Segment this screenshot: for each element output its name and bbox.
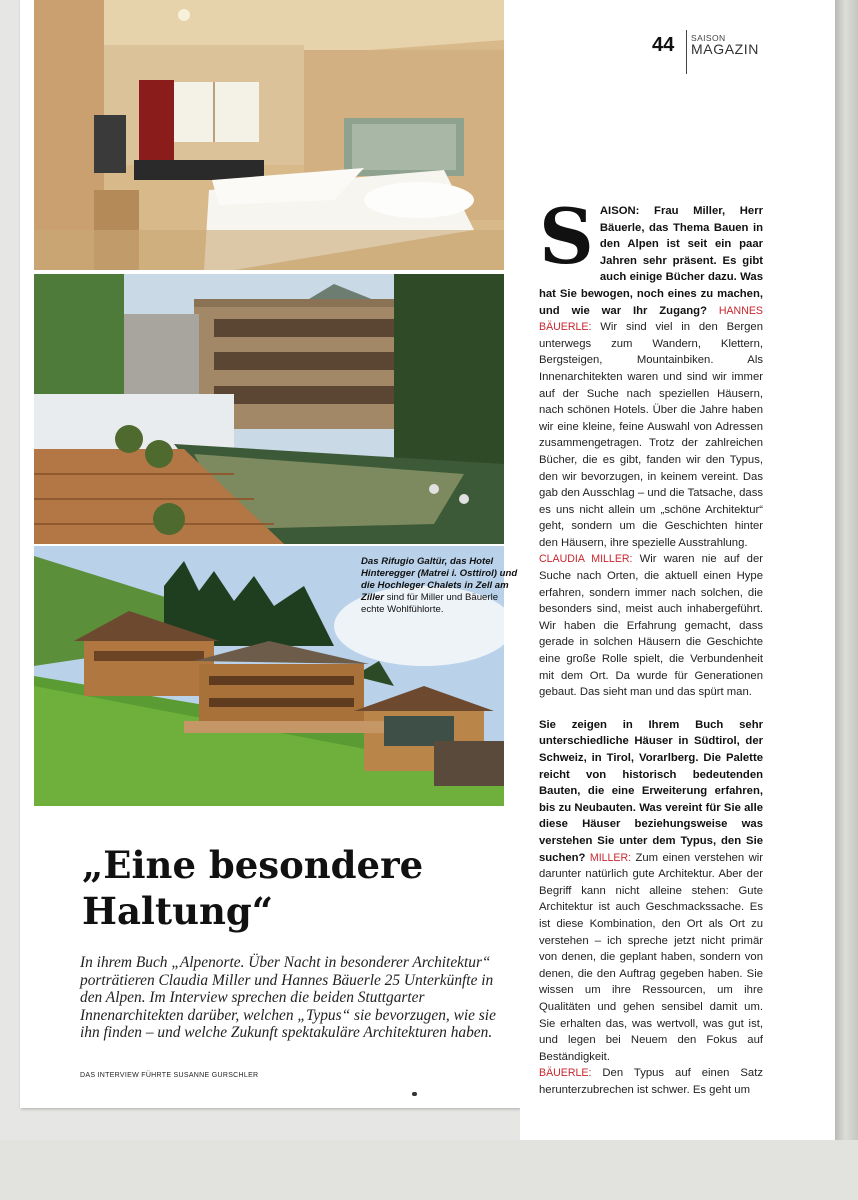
- answer-4: Den Typus auf einen Satz herunterzubrechen ist schwer. Es geht um: [539, 1067, 763, 1096]
- speaker-baeuerle-2: BÄUERLE:: [539, 1067, 592, 1080]
- answer-2: Wir waren nie auf der Suche nach Orten, die aktuell einen Hype erfahren, sondern immer nach solchen, die besonders sind, meist auch inhabergeführt. Wir haben die Erfahrung gemacht, dass gerade in solchen Häusern die Geschichte eine große Rolle spielt, die Verbundenheit mit dem Ort. Da wurde für Generationen gebaut. Das sieht man und das spürt man.: [539, 553, 763, 699]
- drop-cap: S: [539, 192, 594, 281]
- answer-3: Zum einen verstehen wir darunter natürlich gute Architektur. Aber der Begriff kann nicht alleine stehen: Gute Architektur ist auch Geschmackssache. Es ist diese Kombination, den Ort als Ort zu verstehen – ich spreche jetzt nicht primär von denen, die geplant haben, sondern von denen, die den Auftrag gegeben haben. Sie wissen um ihre Ressourcen, um ihre Qualitäten und gehen sensibel damit um. Sie erhalten das, was wertvoll, was gut ist, und legen bei Neuem den Fokus auf Beständigkeit.: [539, 851, 763, 1063]
- question-1: AISON: Frau Miller, Herr Bäuerle, das Thema Bauen in den Alpen ist seit ein paar Jahren sehr präsent. Es gibt auch einige Bücher dazu. Was hat Sie bewogen, noch eines zu machen, und wie war Ihr Zugang?: [539, 205, 763, 317]
- interview-paragraph-2: [539, 717, 763, 1099]
- photo-hotel-pool: [34, 274, 504, 544]
- photo-hotel-room: [34, 0, 504, 270]
- page-spine: [835, 0, 858, 1140]
- headline-line-2: Haltung“: [82, 889, 274, 933]
- page-number: 44: [652, 34, 675, 56]
- photo-caption: [361, 556, 521, 616]
- article-byline: DAS INTERVIEW FÜHRTE SUSANNE GURSCHLER: [80, 1072, 259, 1079]
- caption-normal: sind für Miller und Bäuerle echte Wohlfühlorte.: [361, 592, 499, 615]
- interview-paragraph-1: [539, 192, 763, 701]
- speaker-miller-2: MILLER:: [589, 851, 632, 864]
- interview-column: [539, 192, 763, 1098]
- question-2: Sie zeigen in Ihrem Buch sehr unterschiedliche Häuser in Südtirol, der Schweiz, in Tirol, Vorarlberg. Die Palette reicht von historisch bedeutenden Bauten, die eine Erweiterung erfahren, bis zu Neubauten. Was vereint für Sie alle diese Häuser beziehungsweise was verstehen Sie unter dem Typus, den Sie suchen?: [539, 718, 763, 864]
- magazine-name-top: SAISON: [691, 33, 726, 43]
- article-headline: [82, 842, 502, 934]
- speaker-miller-1: CLAUDIA MILLER:: [539, 553, 633, 566]
- magazine-name-bottom: MAGAZIN: [691, 41, 759, 57]
- article-lead: In ihrem Buch „Alpenorte. Über Nacht in besonderer Architektur“ porträtieren Claudia Miller und Hannes Bäuerle 25 Unterkünfte in den Alpen. Im Interview sprechen die beiden Stuttgarter Innenarchitekten darüber, welchen „Typus“ sie bevorzugen, wie sie ihn finden – und welche Zukunft spektakuläre Architekturen haben.: [80, 954, 496, 1042]
- scan-background: [0, 1140, 858, 1200]
- answer-1: Wir sind viel in den Bergen unterwegs zum Wandern, Klettern, Bergsteigen, Mountainbiken. Als Innenarchitekten waren und sind wir immer auf der Suche nach speziellen Häusern, nach schönen Hotels. Über die Jahre haben wir eine kleine, feine Auswahl von Adressen zusammengetragen. Trotz der zahlreichen Bücher, die es gibt, fanden wir den Typus, den wir bevorzugen, in keinem vereint. Das gab den Ausschlag – und die Tatsache, dass es uns nicht allein um „schöne Architektur“ geht, sondern um die Geschichten hinter den Häusern, ihre spezielle Ausstrahlung.: [539, 321, 763, 549]
- left-page: [20, 0, 520, 1108]
- decorative-dot: [412, 1092, 417, 1096]
- caption-bold: Das Rifugio Galtür, das Hotel Hinteregger (Matrei i. Osttirol) und die Hochleger Chalets in Zell am Ziller: [361, 556, 518, 603]
- headline-line-1: „Eine besondere: [82, 843, 424, 887]
- speaker-baeuerle-1: HANNES BÄUERLE:: [539, 304, 763, 334]
- header-divider: [686, 30, 687, 74]
